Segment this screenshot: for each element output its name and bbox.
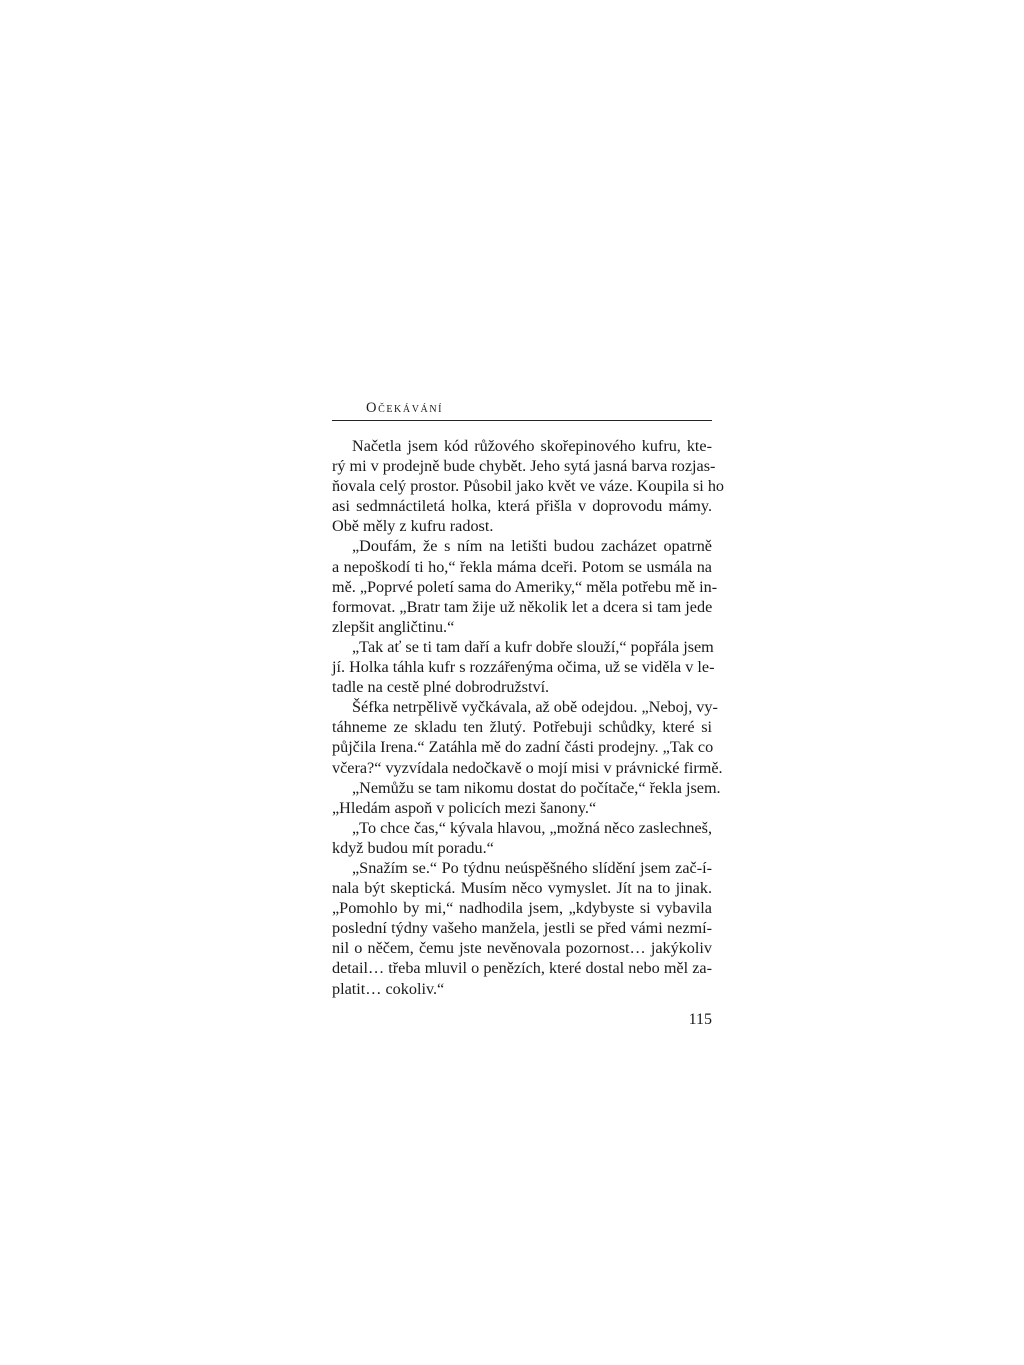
text-line: nala být skeptická. Musím něco vymyslet. Jít na to jinak. — [332, 879, 712, 898]
text-line: mě. „Poprvé poletí sama do Ameriky,“ měla potřebu mě in- — [332, 577, 718, 596]
text-line: táhneme ze skladu ten žlutý. Potřebuji schůdky, které si — [332, 718, 712, 737]
text-line: formovat. „Bratr tam žije už několik let a dcera si tam jede — [332, 597, 713, 616]
chapter-title: Očekávání — [366, 400, 444, 416]
text-line: detail… třeba mluvil o penězích, které dostal nebo měl za- — [332, 959, 712, 978]
text-line: půjčila Irena.“ Zatáhla mě do zadní části prodejny. „Tak co — [332, 738, 714, 757]
text-line: Obě měly z kufru radost. — [332, 517, 494, 536]
text-line: když budou mít poradu.“ — [332, 838, 494, 857]
text-line: Načetla jsem kód růžového skořepinového kufru, kte- — [352, 437, 712, 455]
text-line: zlepšit angličtinu.“ — [332, 617, 455, 636]
text-line: včera?“ vyzvídala nedočkavě o mojí misi v právnické firmě. — [332, 758, 723, 777]
text-line: rý mi v prodejně bude chybět. Jeho sytá jasná barva rozjas- — [332, 457, 716, 476]
text-line: platit… cokoliv.“ — [332, 979, 445, 998]
text-line: jí. Holka táhla kufr s rozzářenýma očima, už se viděla v le- — [332, 658, 715, 677]
text-line: „Doufám, že s ním na letišti budou zacházet opatrně — [352, 537, 712, 556]
text-line: asi sedmnáctiletá holka, která přišla v doprovodu mámy. — [332, 497, 712, 516]
text-line: poslední týdny vašeho manžela, jestli se před vámi nezmí- — [332, 919, 712, 938]
text-line: nil o něčem, čemu jste nevěnovala pozornost… jakýkoliv — [332, 939, 712, 958]
running-header — [332, 398, 712, 421]
body-text — [332, 436, 725, 999]
text-line: ňovala celý prostor. Působil jako květ ve váze. Koupila si ho — [332, 477, 725, 496]
text-line: „To chce čas,“ kývala hlavou, „možná něco zaslechneš, — [352, 818, 712, 837]
text-line: tadle na cestě plné dobrodružství. — [332, 678, 550, 697]
text-line: „Tak ať se ti tam daří a kufr dobře slouží,“ popřála jsem — [352, 637, 714, 656]
page-number: 115 — [688, 1011, 712, 1028]
text-line: „Snažím se.“ Po týdnu neúspěšného slídění jsem zač-í- — [352, 858, 712, 877]
text-line: Šéfka netrpělivě vyčkávala, až obě odejdou. „Neboj, vy- — [352, 698, 718, 717]
text-line: „Nemůžu se tam nikomu dostat do počítače,“ řekla jsem. — [352, 778, 721, 797]
text-line: „Pomohlo by mi,“ nadhodila jsem, „kdybyste si vybavila — [332, 899, 712, 918]
text-line: „Hledám aspoň v policích mezi šanony.“ — [332, 798, 597, 817]
text-line: a nepoškodí ti ho,“ řekla máma dceři. Potom se usmála na — [332, 557, 712, 576]
